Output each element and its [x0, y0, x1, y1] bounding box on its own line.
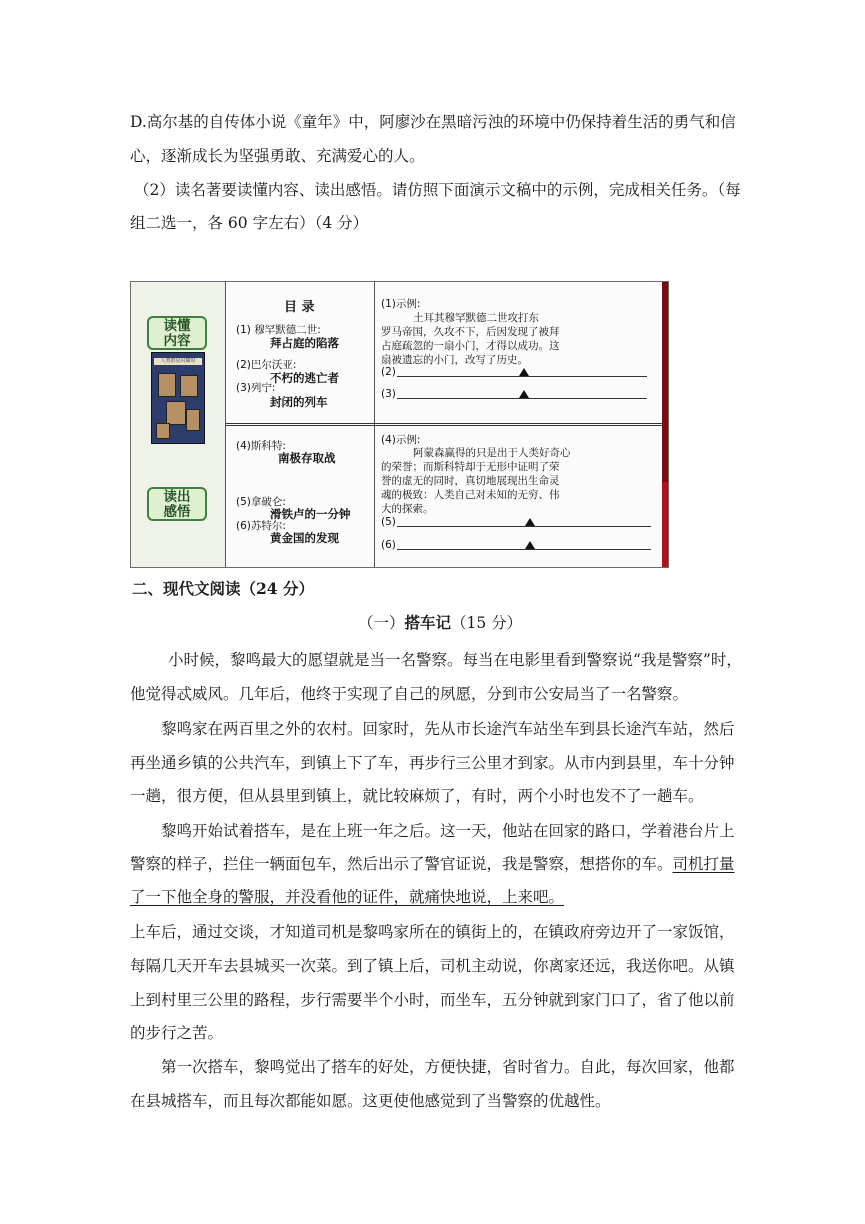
para-1-line-1: 小时候，黎鸣最大的愿望就是当一名警察。每当在电影里看到警察说“我是警察”时，	[168, 651, 742, 669]
para-3-line-1: 黎鸣开始试着搭车，是在上班一年之后。这一天，他站在回家的路口，学着港台片上	[161, 822, 735, 840]
example-4-text-3: 誉的虚无的同时，真切地展现出生命灵	[381, 475, 560, 487]
blank-2-label: (2)	[381, 366, 396, 378]
blank-6-label: (6)	[381, 539, 396, 551]
tag-read-insight-line1: 读出	[163, 489, 191, 505]
toc-title: 目 录	[284, 300, 315, 315]
question-2-line-1: （2）读名著要读懂内容、读出感悟。请仿照下面演示文稿中的示例，完成相关任务。（每	[134, 181, 741, 199]
example-1-label: (1)示例:	[381, 298, 421, 310]
subsection-title	[358, 612, 522, 634]
toc-item-2-title: 不朽的逃亡者	[270, 371, 339, 385]
blank-5-label: (5)	[381, 516, 396, 528]
slide-left-column	[131, 282, 226, 567]
section-heading: 二、现代文阅读（24 分）	[132, 579, 314, 598]
toc-item-2-name: (2)巴尔沃亚:	[236, 359, 297, 371]
toc-item-6-title: 黄金国的发现	[270, 531, 339, 545]
tag-read-insight	[147, 487, 207, 521]
toc-item-5-title: 滑铁卢的一分钟	[270, 507, 351, 521]
toc-item-1-title: 拜占庭的陷落	[270, 336, 339, 350]
blank-2-line	[397, 376, 647, 377]
example-1-text-2: 罗马帝国，久攻不下，后因发现了被拜	[381, 326, 560, 338]
tag-read-content-line2: 内容	[163, 333, 191, 349]
example-4-label: (4)示例:	[381, 434, 421, 446]
toc-item-4-title: 南极存取战	[278, 451, 336, 465]
subsection-score: （15 分）	[451, 614, 523, 632]
para-1-line-2: 他觉得忒威风。几年后，他终于实现了自己的夙愿，分到市公安局当了一名警察。	[130, 685, 689, 703]
blank-3-label: (3)	[381, 388, 396, 400]
option-d-line-2: 心，逐渐成长为坚强勇敢、充满爱心的人。	[130, 147, 425, 165]
blank-3-line	[397, 398, 647, 399]
triangle-icon	[525, 518, 535, 526]
question-2-line-2: 组二选一，各 60 字左右）（4 分）	[130, 214, 369, 232]
blank-6-line	[397, 549, 651, 550]
triangle-icon	[525, 541, 535, 549]
tag-read-insight-line2: 感悟	[163, 504, 191, 520]
triangle-icon	[519, 390, 529, 398]
example-1-text-3: 占庭疏忽的一扇小门，才得以成功。这	[381, 340, 560, 352]
para-3-line-2-plain: 警察的样子，拦住一辆面包车，然后出示了警官证说，我是警察，想搭你的车。	[130, 855, 673, 873]
tag-read-content-line1: 读懂	[163, 318, 191, 334]
toc-item-3-title: 封闭的列车	[270, 395, 328, 409]
para-4-line-3: 上到村里三公里的路程，步行需要半个小时，而坐车，五分钟就到家门口了，省了他以前	[130, 991, 735, 1009]
presentation-slide	[130, 281, 669, 568]
option-d-line-1: D.高尔基的自传体小说《童年》中，阿廖沙在黑暗污浊的环境中仍保持着生活的勇气和信	[130, 113, 736, 131]
para-2-line-2: 再坐通乡镇的公共汽车，到镇上下了车，再步行三公里才到家。从市内到县里，车十分钟	[130, 754, 735, 772]
para-2-line-3: 一趟，很方便，但从县里到镇上，就比较麻烦了，有时，两个小时也发不了一趟车。	[130, 787, 704, 805]
subsection-prefix: （一）	[358, 614, 405, 632]
blank-5-line	[397, 526, 651, 527]
para-5-line-1: 第一次搭车，黎鸣觉出了搭车的好处，方便快捷，省时省力。自此，每次回家，他都	[161, 1058, 735, 1076]
para-3-underlined-start: 司机打量	[672, 855, 735, 873]
story-title: 搭车记	[404, 613, 452, 632]
book-cover-image	[151, 352, 205, 444]
para-2-line-1: 黎鸣家在两百里之外的农村。回家时，先从市长途汽车站坐车到县长途汽车站，然后	[161, 720, 735, 738]
example-4-text-5: 大的探索。	[381, 503, 434, 515]
para-5-line-2: 在县城搭车，而且每次都能如愿。这更使他感觉到了当警察的优越性。	[130, 1092, 611, 1110]
example-1-text-1: 土耳其穆罕默德二世攻打东	[413, 312, 539, 324]
toc-item-5-name: (5)拿破仑:	[236, 496, 286, 508]
example-4-text-2: 的荣誉；而斯科特却于无形中证明了荣	[381, 461, 560, 473]
slide-dark-red-bar	[662, 282, 668, 482]
toc-item-4-name: (4)斯科特:	[236, 440, 286, 452]
example-column	[375, 282, 662, 567]
para-4-line-2: 每隔几天开车去县城买一次菜。到了镇上后，司机主动说，你离家还远，我送你吧。从镇	[130, 957, 735, 975]
toc-item-6-name: (6)苏特尔:	[236, 520, 286, 532]
para-4-line-1: 上车后，通过交谈，才知道司机是黎鸣家所在的镇街上的，在镇政府旁边开了一家饭馆，	[130, 923, 735, 941]
para-3-underlined-line: 了一下他全身的警服，并没看他的证件，就痛快地说，上来吧。	[130, 888, 565, 906]
toc-item-3-name: (3)列宁:	[236, 382, 276, 394]
example-4-text-4: 魂的极致：人类自己对未知的无穷、伟	[381, 489, 560, 501]
example-1-text-4: 扇被遗忘的小门，改写了历史。	[381, 354, 528, 366]
tag-read-content	[147, 316, 207, 350]
toc-item-1-name: (1) 穆罕默德二世:	[236, 324, 321, 336]
book-cover-title: 人类群星闪耀时	[154, 358, 202, 365]
triangle-icon	[519, 368, 529, 376]
para-3-line-2	[130, 853, 735, 875]
example-4-text-1: 阿蒙森赢得的只是出于人类好奇心	[413, 447, 571, 459]
para-4-line-4: 的步行之苦。	[130, 1024, 224, 1042]
